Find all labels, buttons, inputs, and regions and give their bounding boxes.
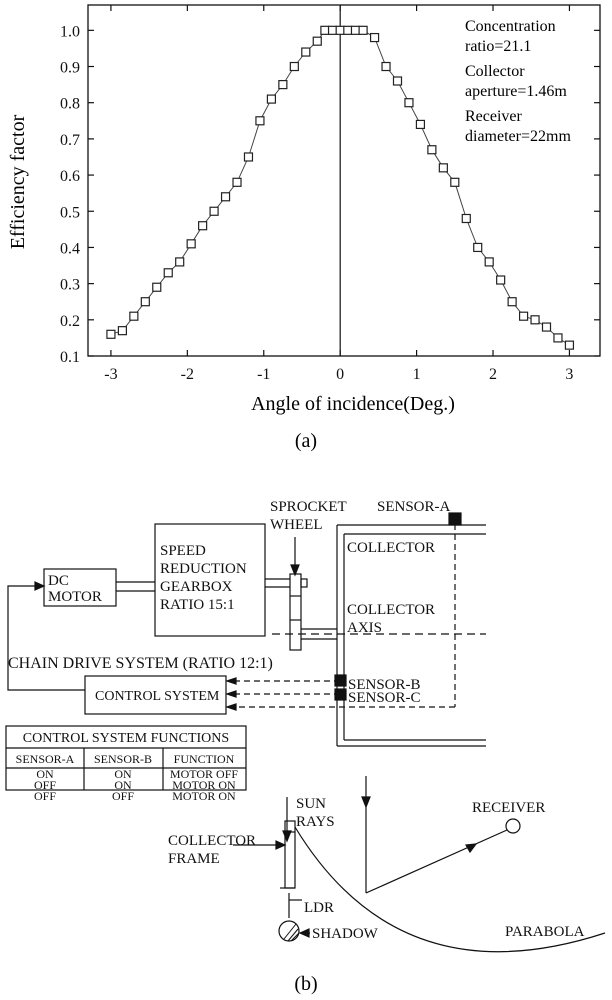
table-cell: OFF [33,778,57,792]
table-cell: ON [36,767,54,781]
sensor-b-label: SENSOR-B [348,677,421,693]
dc-motor-label: MOTOR [48,589,102,605]
data-point [474,243,482,251]
data-point [371,34,379,42]
sun-rays-label: RAYS [296,814,335,830]
data-point [222,193,230,201]
collector-axis-label: AXIS [347,620,383,636]
sprocket-hub [301,579,307,587]
x-tick-label: -2 [180,366,195,383]
data-point [321,26,329,34]
data-point [164,269,172,277]
table-cell: MOTOR ON [172,778,236,792]
control-system-label: CONTROL SYSTEM [95,689,220,704]
arrow-head [362,797,370,807]
y-tick-label: 0.3 [60,276,80,294]
data-point [543,323,551,331]
data-point [199,222,207,230]
table-cell: MOTOR ON [172,789,236,803]
data-point [329,26,337,34]
gearbox-label: SPEED [160,543,206,559]
data-point [382,63,390,71]
sensor-b-marker [335,675,346,686]
y-tick-label: 0.1 [60,349,80,366]
y-tick-label: 0.5 [60,204,80,222]
functions-table-title: CONTROL SYSTEM FUNCTIONS [22,731,230,746]
caption-b: (b) [294,973,318,995]
data-point [439,164,447,172]
gearbox-label: RATIO 15:1 [160,597,235,613]
data-point [508,298,516,306]
y-tick-label: 0.2 [60,312,80,330]
sensor-a-label: SENSOR-A [377,499,451,515]
plot-frame [88,5,600,356]
data-point [313,37,321,45]
chart-annotations [465,18,571,145]
sensor-a-marker [449,513,461,525]
y-tick-label: 0.9 [60,59,80,77]
table-header-cell: FUNCTION [173,752,235,766]
receiver-label: RECEIVER [472,800,546,816]
data-point [336,26,344,34]
x-axis-ticks [104,5,573,383]
data-point [130,312,138,320]
data-point [344,26,352,34]
y-tick-label: 1.0 [60,23,80,41]
y-tick-label: 0.4 [60,240,80,258]
sensor-c-label: SENSOR-C [348,690,421,706]
collector-frame-label: FRAME [168,851,220,867]
annotation-line: aperture=1.46m [465,83,567,100]
data-point [359,26,367,34]
data-point [210,207,218,215]
data-point [267,95,275,103]
data-point [416,120,424,128]
table-cell: ON [114,767,132,781]
table-cell: ON [114,778,132,792]
data-point [187,240,195,248]
x-tick-label: 2 [489,366,498,383]
y-tick-label: 0.8 [60,95,80,113]
x-tick-label: 1 [412,366,421,383]
efficiency-chart [7,5,600,415]
x-axis-label: Angle of incidence(Deg.) [251,393,455,415]
arrow-head [227,704,236,710]
data-point [497,276,505,284]
data-point [233,178,241,186]
data-point [279,81,287,89]
annotation-line: Collector [465,63,525,80]
sun-rays-label: SUN [296,796,327,812]
arrow-head [35,582,44,590]
data-point [290,63,298,71]
collector-frame-label: COLLECTOR [168,833,257,849]
arrow-head [227,678,236,684]
data-point [244,153,252,161]
gearbox-label: GEARBOX [160,579,233,595]
sensor-c-marker [335,689,346,700]
data-point [451,178,459,186]
data-point [531,316,539,324]
collector-axis-label: COLLECTOR [347,602,436,618]
data-point [554,334,562,342]
table-cell: OFF [111,789,135,803]
table-header-cell: SENSOR-B [93,752,153,766]
sprocket-label: WHEEL [270,517,323,533]
annotation-line: diameter=22mm [465,128,571,145]
table-cell: OFF [33,789,57,803]
data-point [565,341,573,349]
data-point [405,99,413,107]
dc-motor-label: DC [48,573,69,589]
data-point [176,258,184,266]
annotation-line: Receiver [465,108,522,125]
y-tick-label: 0.6 [60,168,80,186]
x-tick-label: 3 [565,366,574,383]
data-point [428,146,436,154]
arrow-head [276,841,285,849]
data-point [141,298,149,306]
chain-drive-label: CHAIN DRIVE SYSTEM (RATIO 12:1) [8,655,273,672]
ldr-label: LDR [304,900,334,916]
reflected-ray [366,830,507,893]
sprocket-label: SPROCKET [270,499,347,515]
caption-a: (a) [294,430,318,452]
data-point [256,117,264,125]
data-point [118,327,126,335]
data-point [351,26,359,34]
data-point [520,312,528,320]
y-tick-label: 0.7 [60,131,80,149]
arrow-head [227,691,236,697]
table-cell: MOTOR OFF [169,767,239,781]
sprocket-wheel [290,574,301,650]
data-point [153,283,161,291]
data-point [107,330,115,338]
shadow-label: SHADOW [312,926,378,942]
x-tick-label: -1 [257,366,271,383]
data-point [462,214,470,222]
arrow-head [466,844,476,852]
table-header-cell: SENSOR-A [15,752,75,766]
receiver-circle [506,819,520,833]
x-tick-label: -3 [104,366,118,383]
annotation-line: ratio=21.1 [465,38,532,55]
collector-label: COLLECTOR [347,540,436,556]
data-point [485,258,493,266]
gearbox-label: REDUCTION [160,561,247,577]
data-point [302,48,310,56]
parabola-label: PARABOLA [505,924,585,940]
annotation-line: Concentration [465,18,556,35]
arrow-head [300,929,309,937]
x-tick-label: 0 [336,366,345,383]
data-point [393,77,401,85]
y-axis-label: Efficiency factor [7,114,29,250]
